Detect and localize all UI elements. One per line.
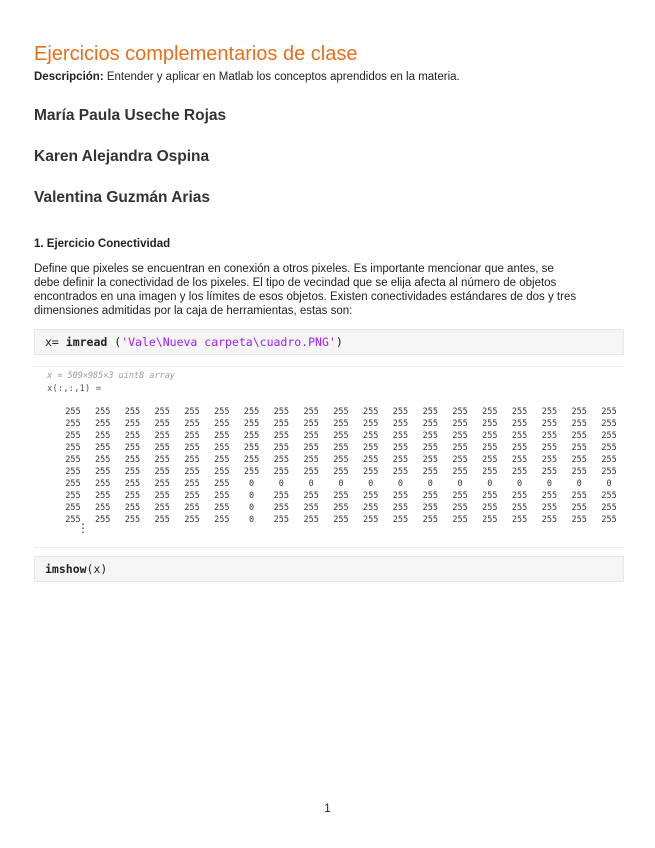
matrix-cell: 255 bbox=[184, 419, 200, 429]
matrix-cell: 255 bbox=[482, 419, 498, 429]
matrix-cell: 255 bbox=[392, 419, 409, 429]
matrix-cell: 255 bbox=[392, 467, 409, 477]
matrix-cell: 255 bbox=[154, 515, 170, 525]
matrix-cell: 255 bbox=[94, 431, 111, 441]
matrix-row bbox=[58, 442, 624, 454]
paragraph-line: debe definir la conectividad de los pixeles. El tipo de vecindad que se elija afecta al número de objetos bbox=[34, 277, 557, 289]
matrix-cell: 255 bbox=[124, 467, 141, 477]
matrix-cell: 255 bbox=[303, 431, 319, 441]
matrix-cell: 255 bbox=[482, 467, 498, 477]
matrix-cell: 0 bbox=[427, 479, 433, 489]
matrix-cell: 255 bbox=[214, 515, 230, 525]
matrix-cell: 255 bbox=[184, 467, 200, 477]
matrix-cell: 255 bbox=[154, 431, 170, 441]
matrix-cell: 0 bbox=[338, 479, 344, 489]
matrix-cell: 0 bbox=[546, 479, 552, 489]
matrix-cell: 255 bbox=[541, 431, 558, 441]
matrix-cell: 255 bbox=[333, 419, 349, 429]
matrix-cell: 255 bbox=[94, 419, 111, 429]
matrix-cell: 255 bbox=[571, 431, 587, 441]
matrix-cell: 255 bbox=[124, 407, 141, 417]
matrix-cell: 255 bbox=[422, 407, 438, 417]
description bbox=[34, 71, 460, 83]
matrix-cell: 255 bbox=[65, 443, 81, 453]
matrix-cell: 255 bbox=[184, 515, 200, 525]
matrix-cell: 255 bbox=[184, 503, 200, 513]
matrix-cell: 255 bbox=[482, 431, 498, 441]
matrix-cell: 255 bbox=[214, 503, 230, 513]
matrix-cell: 255 bbox=[154, 467, 170, 477]
paragraph-line: Define que pixeles se encuentran en conexión a otros pixeles. Es importante mencionar que antes, se bbox=[34, 263, 554, 275]
matrix-cell: 255 bbox=[303, 515, 319, 525]
code-block-imread[interactable] bbox=[34, 329, 624, 355]
matrix-cell: 255 bbox=[154, 491, 170, 501]
matrix-cell: 255 bbox=[184, 479, 200, 489]
matrix-cell: 255 bbox=[65, 431, 81, 441]
matrix-cell: 255 bbox=[154, 503, 170, 513]
matrix-cell: 255 bbox=[124, 431, 141, 441]
matrix-cell: 255 bbox=[94, 443, 111, 453]
matrix-cell: 255 bbox=[184, 407, 200, 417]
matrix-row bbox=[58, 502, 624, 514]
matrix-cell: 255 bbox=[303, 491, 319, 501]
matrix-cell: 255 bbox=[333, 467, 349, 477]
matrix-cell: 255 bbox=[273, 491, 290, 501]
matrix-cell: 255 bbox=[333, 491, 349, 501]
matrix-cell: 255 bbox=[392, 503, 409, 513]
matrix-cell: 255 bbox=[541, 455, 558, 465]
matrix-cell: 255 bbox=[541, 467, 558, 477]
matrix-cell: 255 bbox=[363, 443, 379, 453]
matrix-cell: 255 bbox=[65, 407, 81, 417]
matrix-cell: 255 bbox=[184, 455, 200, 465]
matrix-cell: 255 bbox=[214, 419, 230, 429]
matrix-cell: 255 bbox=[541, 515, 558, 525]
matrix-cell: 255 bbox=[94, 467, 111, 477]
matrix-cell: 255 bbox=[571, 443, 587, 453]
matrix-cell: 255 bbox=[571, 419, 587, 429]
matrix-cell: 0 bbox=[517, 479, 523, 489]
matrix-cell: 255 bbox=[452, 515, 468, 525]
matrix-cell: 255 bbox=[363, 503, 379, 513]
matrix-cell: 255 bbox=[273, 515, 290, 525]
matrix-cell: 255 bbox=[511, 407, 528, 417]
matrix-cell: 255 bbox=[571, 407, 587, 417]
matrix-cell: 255 bbox=[333, 515, 349, 525]
matrix-cell: 255 bbox=[124, 491, 141, 501]
document-title: Ejercicios complementarios de clase bbox=[34, 43, 358, 65]
matrix-cell: 255 bbox=[392, 431, 409, 441]
matrix-cell: 255 bbox=[511, 443, 528, 453]
matrix-cell: 255 bbox=[333, 407, 349, 417]
matrix-cell: 255 bbox=[273, 467, 290, 477]
matrix-cell: 255 bbox=[273, 419, 290, 429]
matrix-cell: 255 bbox=[392, 491, 409, 501]
matrix-cell: 0 bbox=[606, 479, 612, 489]
code-assignment: x= bbox=[45, 335, 66, 349]
matrix-cell: 255 bbox=[243, 431, 260, 441]
matrix-cell: 255 bbox=[571, 491, 587, 501]
matrix-row bbox=[58, 478, 624, 490]
matrix-cell: 255 bbox=[422, 443, 438, 453]
matrix-cell: 255 bbox=[333, 431, 349, 441]
matrix-cell: 255 bbox=[243, 407, 260, 417]
matrix-cell: 255 bbox=[94, 491, 111, 501]
code-function: imshow bbox=[45, 562, 87, 576]
matrix-cell: 255 bbox=[65, 479, 81, 489]
matrix-cell: 255 bbox=[65, 515, 81, 525]
matrix-cell: 255 bbox=[333, 503, 349, 513]
matrix-cell: 255 bbox=[154, 407, 170, 417]
description-text: Entender y aplicar en Matlab los conceptos aprendidos en la materia. bbox=[103, 71, 460, 83]
author-name: María Paula Useche Rojas bbox=[34, 107, 227, 124]
matrix-cell: 255 bbox=[124, 455, 141, 465]
matrix-cell: 255 bbox=[511, 515, 528, 525]
matrix-cell: 255 bbox=[184, 443, 200, 453]
matrix-cell: 255 bbox=[303, 467, 319, 477]
matrix-cell: 0 bbox=[249, 503, 255, 513]
matrix-cell: 255 bbox=[363, 455, 379, 465]
matrix-cell: 255 bbox=[601, 491, 617, 501]
matrix-cell: 255 bbox=[124, 443, 141, 453]
matrix-cell: 255 bbox=[482, 407, 498, 417]
matrix-cell: 255 bbox=[452, 455, 468, 465]
matrix-cell: 255 bbox=[124, 515, 141, 525]
matrix-cell: 0 bbox=[487, 479, 493, 489]
matrix-cell: 255 bbox=[452, 407, 468, 417]
description-label: Descripción: bbox=[34, 71, 104, 83]
matrix-cell: 255 bbox=[273, 503, 290, 513]
author-name: Valentina Guzmán Arias bbox=[34, 189, 211, 206]
paragraph-line: dimensiones admitidas por la caja de herramientas, estas son: bbox=[34, 305, 353, 317]
matrix-cell: 255 bbox=[452, 431, 468, 441]
matrix-cell: 255 bbox=[65, 491, 81, 501]
author-name: Karen Alejandra Ospina bbox=[34, 148, 210, 165]
matrix-cell: 255 bbox=[571, 515, 587, 525]
matrix-cell: 255 bbox=[273, 443, 290, 453]
section-heading: 1. Ejercicio Conectividad bbox=[34, 238, 171, 250]
matrix-row bbox=[58, 418, 624, 430]
matrix-cell: 255 bbox=[452, 443, 468, 453]
matrix-cell: 255 bbox=[541, 491, 558, 501]
matrix-cell: 255 bbox=[482, 503, 498, 513]
matrix-cell: 255 bbox=[124, 503, 141, 513]
matrix-cell: 255 bbox=[392, 407, 409, 417]
matrix-cell: 255 bbox=[541, 407, 558, 417]
matrix-cell: 255 bbox=[571, 467, 587, 477]
matrix-cell: 255 bbox=[124, 479, 141, 489]
matrix-cell: 255 bbox=[65, 467, 81, 477]
matrix-cell: 255 bbox=[422, 491, 438, 501]
matrix-cell: 255 bbox=[422, 515, 438, 525]
matrix-cell: 255 bbox=[154, 455, 170, 465]
matrix-cell: 255 bbox=[511, 419, 528, 429]
matrix-cell: 255 bbox=[184, 491, 200, 501]
matrix-cell: 0 bbox=[368, 479, 374, 489]
matrix-cell: 255 bbox=[94, 503, 111, 513]
matrix-cell: 255 bbox=[214, 467, 230, 477]
matrix-cell: 255 bbox=[541, 443, 558, 453]
matrix-cell: 255 bbox=[273, 431, 290, 441]
matrix-cell: 255 bbox=[94, 455, 111, 465]
matrix-row bbox=[58, 454, 624, 466]
matrix-cell: 255 bbox=[124, 419, 141, 429]
matrix-cell: 255 bbox=[333, 455, 349, 465]
matrix-cell: 255 bbox=[154, 443, 170, 453]
matrix-cell: 255 bbox=[511, 431, 528, 441]
matrix-cell: 255 bbox=[422, 455, 438, 465]
section-paragraph bbox=[34, 262, 614, 318]
matrix-row bbox=[58, 514, 624, 526]
paragraph-line: encontrados en una imagen y los límites de esos objetos. Existen conectividades estándares de dos y tres bbox=[34, 291, 577, 303]
matrix-cell: 255 bbox=[571, 503, 587, 513]
matrix-cell: 255 bbox=[363, 491, 379, 501]
matrix-cell: 255 bbox=[511, 491, 528, 501]
matrix-cell: 255 bbox=[511, 503, 528, 513]
matrix-cell: 255 bbox=[214, 491, 230, 501]
matrix-row bbox=[58, 466, 624, 478]
matrix-cell: 255 bbox=[422, 503, 438, 513]
matrix-cell: 255 bbox=[601, 515, 617, 525]
matrix-cell: 255 bbox=[154, 419, 170, 429]
matrix-cell: 255 bbox=[214, 407, 230, 417]
matrix-cell: 255 bbox=[273, 407, 290, 417]
matrix-cell: 255 bbox=[65, 419, 81, 429]
matrix-cell: 255 bbox=[601, 455, 617, 465]
matrix-cell: 255 bbox=[422, 431, 438, 441]
matrix-cell: 255 bbox=[363, 407, 379, 417]
matrix-cell: 255 bbox=[511, 455, 528, 465]
matrix-cell: 0 bbox=[308, 479, 314, 489]
matrix-cell: 255 bbox=[184, 431, 200, 441]
matrix-cell: 255 bbox=[422, 419, 438, 429]
matrix-cell: 255 bbox=[482, 455, 498, 465]
matrix-cell: 255 bbox=[541, 503, 558, 513]
output-expression: x(:,:,1) = bbox=[47, 384, 102, 394]
matrix-cell: 0 bbox=[249, 515, 255, 525]
matrix-cell: 255 bbox=[601, 431, 617, 441]
matrix-cell: 255 bbox=[94, 479, 111, 489]
ellipsis-icon: ⋮ bbox=[77, 521, 89, 535]
page-number: 1 bbox=[324, 803, 331, 815]
matrix-cell: 255 bbox=[392, 455, 409, 465]
matrix-cell: 255 bbox=[601, 467, 617, 477]
matrix-cell: 255 bbox=[214, 479, 230, 489]
matrix-cell: 0 bbox=[249, 479, 255, 489]
matrix-cell: 255 bbox=[482, 491, 498, 501]
matrix-cell: 255 bbox=[511, 467, 528, 477]
matrix-cell: 255 bbox=[273, 455, 290, 465]
code-output bbox=[34, 366, 624, 548]
matrix-cell: 0 bbox=[397, 479, 404, 489]
matrix-cell: 255 bbox=[363, 419, 379, 429]
matrix-cell: 255 bbox=[303, 443, 319, 453]
matrix-cell: 255 bbox=[571, 455, 587, 465]
matrix-row bbox=[58, 406, 624, 418]
matrix-cell: 255 bbox=[541, 419, 558, 429]
matrix-cell: 255 bbox=[333, 443, 349, 453]
matrix-cell: 255 bbox=[65, 455, 81, 465]
matrix-cell: 255 bbox=[363, 515, 379, 525]
matrix-cell: 0 bbox=[457, 479, 463, 489]
matrix-cell: 0 bbox=[576, 479, 582, 489]
matrix-cell: 255 bbox=[482, 515, 498, 525]
matrix-cell: 255 bbox=[243, 455, 260, 465]
matrix-cell: 255 bbox=[392, 443, 409, 453]
matrix-cell: 255 bbox=[214, 431, 230, 441]
code-args: (x) bbox=[86, 562, 108, 576]
matrix-cell: 0 bbox=[278, 479, 284, 489]
matrix-row bbox=[58, 490, 624, 502]
matrix-row bbox=[58, 430, 624, 442]
matrix-cell: 255 bbox=[452, 503, 468, 513]
matrix-cell: 255 bbox=[422, 467, 438, 477]
code-paren: ( bbox=[107, 335, 122, 349]
code-function: imread bbox=[65, 335, 108, 349]
matrix-cell: 255 bbox=[482, 443, 498, 453]
code-paren: ) bbox=[335, 335, 343, 349]
matrix-cell: 255 bbox=[601, 443, 617, 453]
matrix-cell: 255 bbox=[243, 419, 260, 429]
matrix-cell: 255 bbox=[303, 407, 319, 417]
matrix-cell: 255 bbox=[154, 479, 170, 489]
matrix-cell: 255 bbox=[94, 515, 111, 525]
matrix-cell: 255 bbox=[214, 455, 230, 465]
matrix-cell: 255 bbox=[601, 419, 617, 429]
matrix-cell: 255 bbox=[303, 503, 319, 513]
matrix-cell: 255 bbox=[65, 503, 81, 513]
matrix-cell: 255 bbox=[601, 407, 617, 417]
matrix-cell: 0 bbox=[249, 491, 255, 501]
matrix-cell: 255 bbox=[392, 515, 409, 525]
code-block-imshow[interactable] bbox=[34, 556, 624, 582]
output-size-note: x = 509×985×3 uint8 array bbox=[47, 371, 175, 381]
matrix-cell: 255 bbox=[243, 467, 260, 477]
matrix-cell: 255 bbox=[214, 443, 230, 453]
matrix-cell: 255 bbox=[363, 431, 379, 441]
matrix-cell: 255 bbox=[363, 467, 379, 477]
matrix-cell: 255 bbox=[243, 443, 260, 453]
matrix-cell: 255 bbox=[452, 419, 468, 429]
matrix-cell: 255 bbox=[303, 419, 319, 429]
matrix-cell: 255 bbox=[94, 407, 111, 417]
code-string: 'Vale\Nueva carpeta\cuadro.PNG' bbox=[121, 335, 336, 349]
matrix-cell: 255 bbox=[452, 491, 468, 501]
matrix-cell: 255 bbox=[452, 467, 468, 477]
output-matrix bbox=[58, 406, 624, 526]
matrix-cell: 255 bbox=[601, 503, 617, 513]
matrix-cell: 255 bbox=[303, 455, 319, 465]
